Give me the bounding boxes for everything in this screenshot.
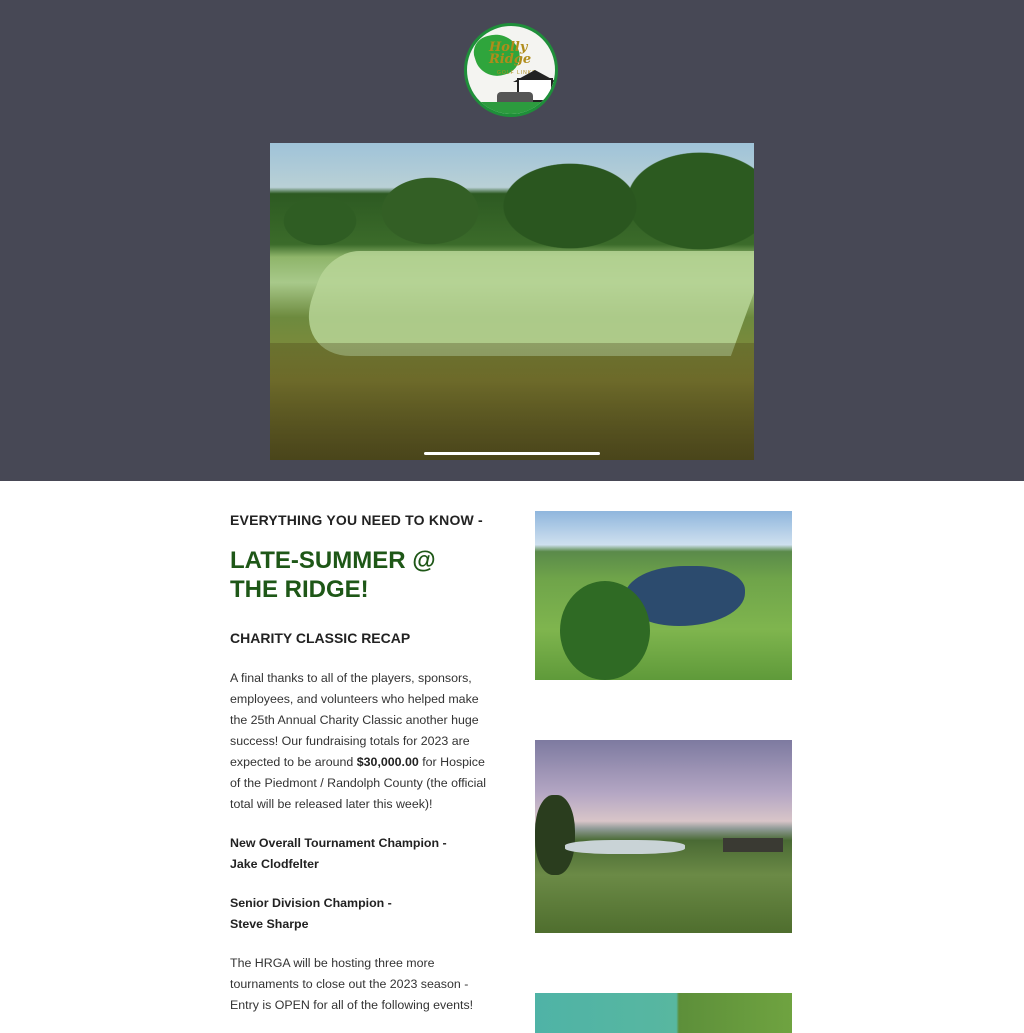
senior-champion — [230, 893, 492, 935]
section-kicker: EVERYTHING YOU NEED TO KNOW - — [230, 512, 483, 528]
overall-champion-title: New Overall Tournament Champion - — [230, 836, 447, 850]
hero-fairway — [291, 251, 754, 356]
logo-sub-text: GOLF LINKS — [497, 70, 537, 76]
hero-tree-line — [270, 151, 754, 256]
headline-line-2: THE RIDGE! — [230, 576, 369, 603]
logo-grass — [467, 102, 555, 114]
fundraising-total: $30,000.00 — [356, 755, 419, 769]
overall-champion — [230, 833, 492, 875]
page-headline — [230, 546, 510, 604]
photo-clubhouse — [723, 838, 783, 852]
section-subhead: CHARITY CLASSIC RECAP — [230, 630, 411, 646]
recap-text-before: A final thanks to all of the players, sponsors, employees, and volunteers who helped make the 25th Annual Charity Classic another huge success! Our fundraising totals for 2023 are expected to be around — [230, 671, 479, 769]
senior-champion-name: Steve Sharpe — [230, 917, 309, 931]
hero-divider-bar — [424, 452, 600, 455]
hero-shadow — [270, 343, 754, 460]
headline-line-1: LATE-SUMMER @ — [230, 547, 436, 574]
hero-image — [270, 143, 754, 460]
aerial-green-photo — [535, 993, 792, 1033]
recap-text-after: for Hospice of the Piedmont / Randolph County (the official total will be released later this week)! — [230, 755, 486, 811]
header-banner — [0, 0, 1024, 481]
photo-trees — [560, 581, 650, 680]
aerial-lake-photo — [535, 511, 792, 680]
overall-champion-name: Jake Clodfelter — [230, 857, 319, 871]
logo-script-text: Holly Ridge — [489, 40, 532, 67]
recap-paragraph — [230, 668, 492, 815]
photo-water — [565, 840, 685, 854]
senior-champion-title: Senior Division Champion - — [230, 896, 392, 910]
holly-ridge-logo[interactable] — [464, 23, 558, 117]
tournaments-paragraph: The HRGA will be hosting three more tournaments to close out the 2023 season - Entry is OPEN for all of the following events! — [230, 956, 474, 1012]
photo-tree — [535, 795, 575, 875]
sunset-fairway-photo — [535, 740, 792, 933]
